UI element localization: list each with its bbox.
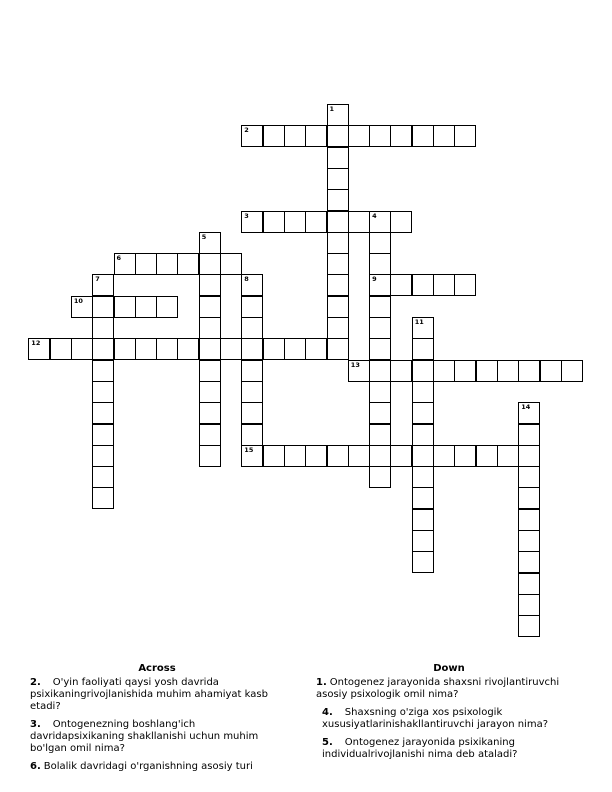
crossword-cell[interactable]: [369, 402, 391, 424]
crossword-cell[interactable]: [348, 445, 370, 467]
crossword-cell[interactable]: [369, 424, 391, 446]
crossword-cell[interactable]: [241, 296, 263, 318]
crossword-cell[interactable]: [92, 424, 114, 446]
crossword-cell[interactable]: [327, 338, 349, 360]
crossword-cell[interactable]: [263, 125, 285, 147]
cell-number: 10: [73, 296, 83, 305]
crossword-cell[interactable]: [199, 317, 221, 339]
down-clues: [316, 663, 582, 767]
crossword-cell[interactable]: [412, 509, 434, 531]
crossword-cell[interactable]: [241, 424, 263, 446]
crossword-cell[interactable]: [305, 445, 327, 467]
crossword-cell[interactable]: [135, 253, 157, 275]
crossword-cell[interactable]: [518, 424, 540, 446]
crossword-cell[interactable]: [199, 381, 221, 403]
crossword-cell[interactable]: [28, 338, 50, 360]
crossword-cell[interactable]: [327, 253, 349, 275]
crossword-cell[interactable]: [92, 274, 114, 296]
crossword-cell[interactable]: [327, 189, 349, 211]
crossword-cell[interactable]: [114, 253, 136, 275]
cell-number: 6: [116, 254, 122, 263]
crossword-cell[interactable]: [327, 125, 349, 147]
crossword-cell[interactable]: [92, 381, 114, 403]
crossword-cell[interactable]: [92, 338, 114, 360]
crossword-cell[interactable]: [241, 402, 263, 424]
crossword-cell[interactable]: [199, 424, 221, 446]
clue-text: Ontogenez jarayonida shaxsni rivojlantiruvchi asosiy psixologik omil nima?: [316, 677, 560, 700]
crossword-cell[interactable]: [327, 232, 349, 254]
crossword-cell[interactable]: [71, 338, 93, 360]
crossword-cell[interactable]: [412, 381, 434, 403]
crossword-cell[interactable]: [433, 360, 455, 382]
crossword-cell[interactable]: [390, 125, 412, 147]
crossword-cell[interactable]: [156, 338, 178, 360]
clue-number: 4.: [322, 707, 333, 718]
across-clues: [30, 663, 284, 779]
down-heading: Down: [433, 663, 465, 674]
crossword-cell[interactable]: [135, 296, 157, 318]
crossword-cell[interactable]: [50, 338, 72, 360]
crossword-cell[interactable]: [540, 360, 562, 382]
crossword-cell[interactable]: [327, 445, 349, 467]
crossword-cell[interactable]: [369, 232, 391, 254]
cell-number: 13: [350, 360, 360, 369]
clue-number: 1.: [316, 677, 327, 688]
crossword-cell[interactable]: [369, 338, 391, 360]
clue-across-3: [30, 719, 284, 755]
crossword-cell[interactable]: [114, 338, 136, 360]
crossword-cell[interactable]: [92, 296, 114, 318]
clue-across-2: [30, 677, 284, 713]
crossword-cell[interactable]: [220, 338, 242, 360]
crossword-cell[interactable]: [92, 487, 114, 509]
crossword-cell[interactable]: [518, 551, 540, 573]
crossword-cell[interactable]: [263, 211, 285, 233]
crossword-cell[interactable]: [518, 615, 540, 637]
crossword-cell[interactable]: [476, 360, 498, 382]
cell-number: 11: [414, 318, 424, 326]
crossword-cell[interactable]: [263, 445, 285, 467]
crossword-cell[interactable]: [156, 296, 178, 318]
crossword-cell[interactable]: [497, 360, 519, 382]
crossword-cell[interactable]: [433, 125, 455, 147]
crossword-cell[interactable]: [390, 274, 412, 296]
crossword-cell[interactable]: [412, 360, 434, 382]
crossword-cell[interactable]: [518, 402, 540, 424]
crossword-cell[interactable]: [518, 466, 540, 488]
crossword-cell[interactable]: [412, 530, 434, 552]
crossword-cell[interactable]: [199, 274, 221, 296]
crossword-cell[interactable]: [518, 530, 540, 552]
crossword-cell[interactable]: [241, 317, 263, 339]
crossword-cell[interactable]: [177, 253, 199, 275]
crossword-cell[interactable]: [454, 125, 476, 147]
crossword-cell[interactable]: [369, 211, 391, 233]
crossword-cell[interactable]: [199, 232, 221, 254]
crossword-cell[interactable]: [369, 317, 391, 339]
clue-text: Ontogenezning boshlang'ich davridapsixikaning shakllanishi uchun muhim bo'lgan omil nima?: [30, 719, 259, 754]
crossword-cell[interactable]: [412, 317, 434, 339]
crossword-cell[interactable]: [241, 125, 263, 147]
crossword-cell[interactable]: [476, 445, 498, 467]
crossword-cell[interactable]: [369, 296, 391, 318]
crossword-cell[interactable]: [114, 296, 136, 318]
cell-number: 5: [201, 232, 207, 241]
crossword-cell[interactable]: [412, 338, 434, 360]
clue-number: 5.: [322, 737, 333, 748]
crossword-cell[interactable]: [518, 573, 540, 595]
crossword-cell[interactable]: [518, 509, 540, 531]
crossword-cell[interactable]: [369, 253, 391, 275]
crossword-cell[interactable]: [92, 466, 114, 488]
crossword-cell[interactable]: [177, 338, 199, 360]
crossword-cell[interactable]: [284, 211, 306, 233]
crossword-cell[interactable]: [412, 487, 434, 509]
crossword-cell[interactable]: [497, 445, 519, 467]
crossword-cell[interactable]: [199, 296, 221, 318]
cell-number: 1: [329, 105, 335, 113]
crossword-cell[interactable]: [199, 253, 221, 275]
crossword-cell[interactable]: [369, 274, 391, 296]
across-heading: Across: [138, 663, 176, 674]
crossword-cell[interactable]: [390, 445, 412, 467]
crossword-cell[interactable]: [199, 402, 221, 424]
crossword-cell[interactable]: [518, 594, 540, 616]
clue-text: Shaxsning o'ziga xos psixologik xususiyatlarinishakllantiruvchi jarayon nima?: [322, 707, 549, 730]
crossword-cell[interactable]: [263, 338, 285, 360]
cell-number: 2: [244, 126, 249, 135]
crossword-cell[interactable]: [518, 487, 540, 509]
crossword-cell[interactable]: [305, 125, 327, 147]
crossword-cell[interactable]: [92, 317, 114, 339]
crossword-cell[interactable]: [454, 360, 476, 382]
crossword-cell[interactable]: [348, 360, 370, 382]
crossword-cell[interactable]: [327, 104, 349, 126]
crossword-cell[interactable]: [433, 274, 455, 296]
crossword-cell[interactable]: [412, 445, 434, 467]
crossword-cell[interactable]: [199, 338, 221, 360]
cell-number: 8: [244, 275, 249, 284]
crossword-cell[interactable]: [199, 445, 221, 467]
crossword-cell[interactable]: [412, 274, 434, 296]
crossword-cell[interactable]: [305, 211, 327, 233]
cell-number: 15: [244, 445, 254, 454]
crossword-cell[interactable]: [199, 360, 221, 382]
clue-text: O'yin faoliyati qaysi yosh davrida psixikaningrivojlanishida muhim ahamiyat kasb etadi?: [30, 677, 268, 712]
crossword-cell[interactable]: [369, 466, 391, 488]
crossword-cell[interactable]: [92, 402, 114, 424]
cell-number: 14: [521, 403, 531, 412]
crossword-cell[interactable]: [348, 211, 370, 233]
crossword-cell[interactable]: [327, 296, 349, 318]
cell-number: 12: [31, 339, 41, 348]
crossword-cell[interactable]: [518, 360, 540, 382]
clue-down-4: [316, 707, 582, 731]
crossword-cell[interactable]: [348, 125, 370, 147]
cell-number: 7: [95, 275, 100, 284]
crossword-cell[interactable]: [390, 360, 412, 382]
clue-across-6: [30, 761, 284, 773]
clue-down-5: [316, 737, 582, 761]
crossword-cell[interactable]: [412, 466, 434, 488]
crossword-cell[interactable]: [241, 338, 263, 360]
crossword-cell[interactable]: [327, 317, 349, 339]
crossword-cell[interactable]: [369, 381, 391, 403]
crossword-cell[interactable]: [518, 445, 540, 467]
crossword-cell[interactable]: [412, 125, 434, 147]
crossword-cell[interactable]: [369, 360, 391, 382]
crossword-cell[interactable]: [412, 402, 434, 424]
crossword-cell[interactable]: [241, 381, 263, 403]
crossword-cell[interactable]: [327, 147, 349, 169]
crossword-cell[interactable]: [327, 274, 349, 296]
clue-number: 6.: [30, 761, 41, 772]
crossword-cell[interactable]: [284, 125, 306, 147]
crossword-cell[interactable]: [241, 445, 263, 467]
crossword-cell[interactable]: [412, 424, 434, 446]
crossword-cell[interactable]: [241, 274, 263, 296]
clue-number: 3.: [30, 719, 41, 730]
crossword-cell[interactable]: [71, 296, 93, 318]
crossword-cell[interactable]: [241, 211, 263, 233]
crossword-cell[interactable]: [433, 445, 455, 467]
crossword-cell[interactable]: [454, 274, 476, 296]
crossword-cell[interactable]: [284, 445, 306, 467]
crossword-cell[interactable]: [92, 360, 114, 382]
crossword-cell[interactable]: [327, 211, 349, 233]
clue-down-1: [316, 677, 582, 701]
crossword-cell[interactable]: [327, 168, 349, 190]
crossword-cell[interactable]: [454, 445, 476, 467]
crossword-cell[interactable]: [135, 338, 157, 360]
crossword-cell[interactable]: [369, 125, 391, 147]
clue-text: Ontogenez jarayonida psixikaning individualrivojlanishi nima deb ataladi?: [322, 737, 518, 760]
cell-number: 4: [372, 211, 377, 220]
cell-number: 9: [372, 275, 377, 284]
crossword-cell[interactable]: [390, 211, 412, 233]
crossword-cell[interactable]: [412, 551, 434, 573]
crossword-cell[interactable]: [305, 338, 327, 360]
crossword-cell[interactable]: [561, 360, 583, 382]
crossword-cell[interactable]: [241, 360, 263, 382]
clue-text: Bolalik davridagi o'rganishning asosiy turi: [43, 761, 253, 772]
cell-number: 3: [244, 211, 249, 220]
crossword-cell[interactable]: [284, 338, 306, 360]
clue-number: 2.: [30, 677, 41, 688]
crossword-cell[interactable]: [92, 445, 114, 467]
crossword-cell[interactable]: [156, 253, 178, 275]
crossword-cell[interactable]: [369, 445, 391, 467]
crossword-cell[interactable]: [220, 253, 242, 275]
